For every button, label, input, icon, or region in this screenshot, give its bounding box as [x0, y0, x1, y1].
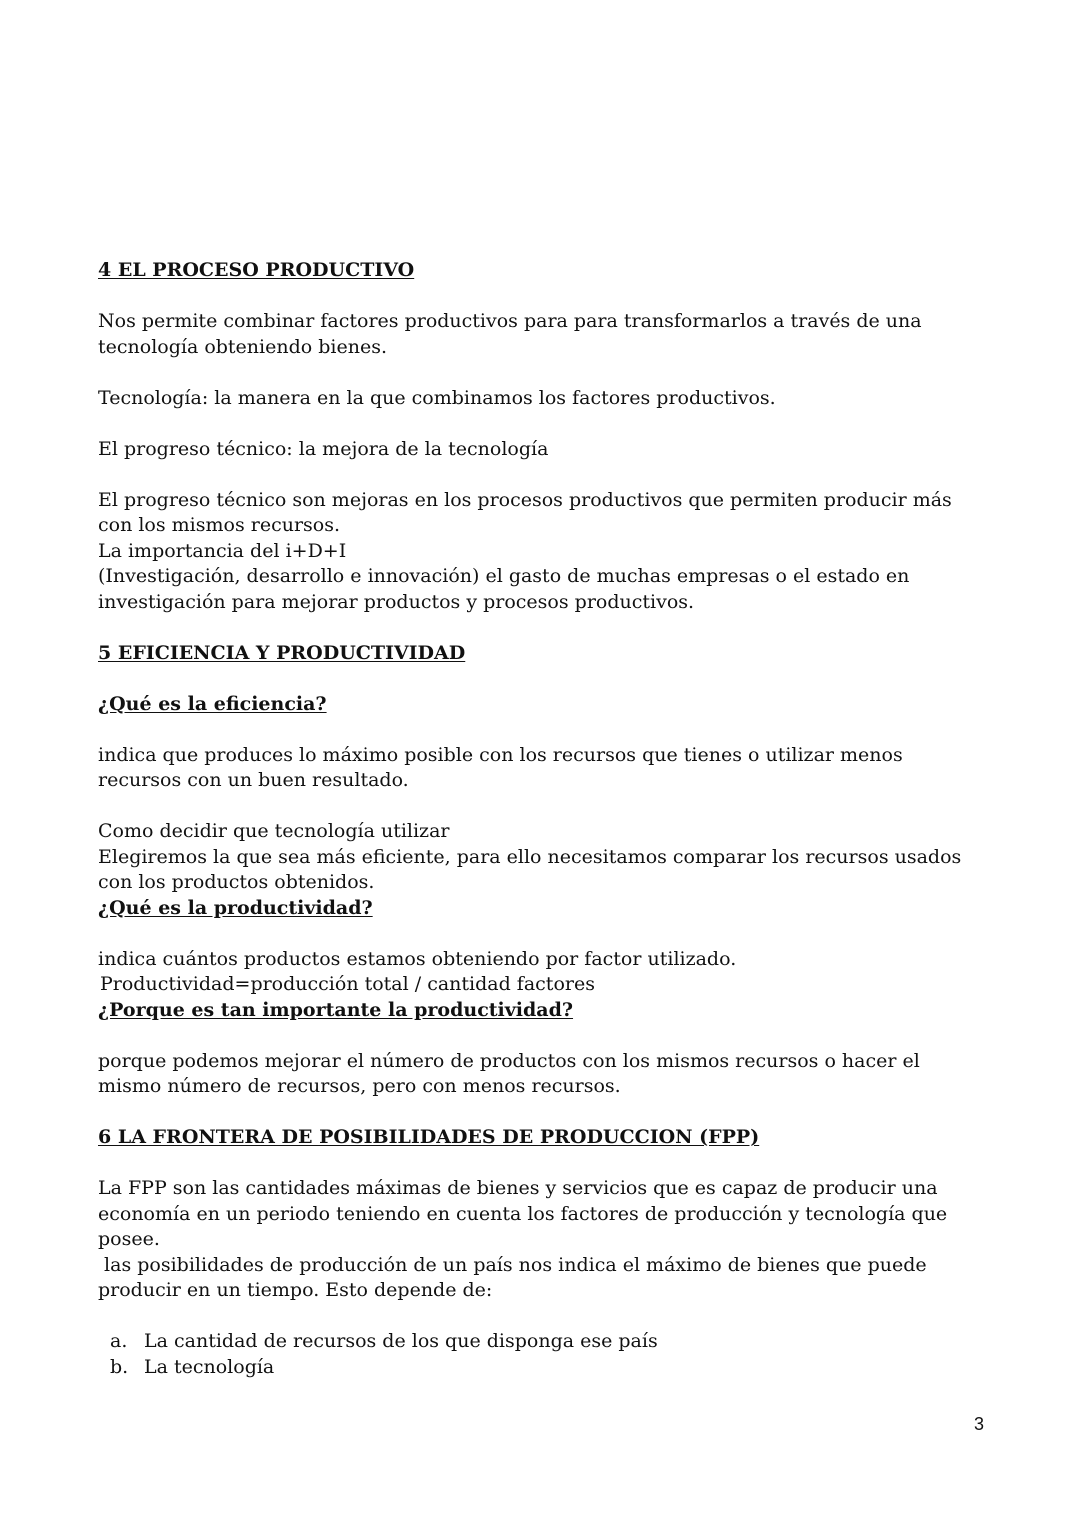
paragraph: las posibilidades de producción de un país nos indica el máximo de bienes que puede producir en un tiempo. Esto depende de: [98, 1253, 933, 1301]
list-marker: b. [110, 1355, 129, 1378]
section-heading-proceso: 4 EL PROCESO PRODUCTIVO [98, 259, 415, 281]
list-item [110, 1329, 988, 1355]
list-item-text: La cantidad de recursos de los que disponga ese país [144, 1330, 658, 1352]
paragraph: Elegiremos la que sea más eficiente, para ello necesitamos comparar los recursos usados con los productos obtenidos. [98, 845, 962, 893]
paragraph: El progreso técnico son mejoras en los procesos productivos que permiten producir más con los mismos recursos. [98, 488, 952, 536]
paragraph: La importancia del i+D+I [98, 539, 347, 562]
lettered-list [98, 1329, 988, 1380]
paragraph: indica cuántos productos estamos obteniendo por factor utilizado. [98, 947, 737, 970]
paragraph: Nos permite combinar factores productivos para para transformarlos a través de una tecnología obteniendo bienes. [98, 310, 922, 358]
paragraph: Tecnología: la manera en la que combinamos los factores productivos. [98, 386, 776, 409]
document-page [98, 258, 988, 1380]
paragraph: indica que produces lo máximo posible con los recursos que tienes o utilizar menos recursos con un buen resultado. [98, 743, 903, 791]
list-item [110, 1355, 988, 1381]
section-heading-eficiencia: 5 EFICIENCIA Y PRODUCTIVIDAD [98, 641, 466, 664]
page-number: 3 [973, 1414, 984, 1434]
list-marker: a. [110, 1330, 128, 1352]
formula-line: Productividad=producción total / cantidad factores [100, 973, 595, 995]
section-heading-fpp: 6 LA FRONTERA DE POSIBILIDADES DE PRODUCCION (FPP) [98, 1126, 760, 1148]
paragraph: Como decidir que tecnología utilizar [98, 820, 450, 842]
question-heading-importancia: ¿Porque es tan importante la productividad? [98, 998, 574, 1021]
paragraph: porque podemos mejorar el número de productos con los mismos recursos o hacer el mismo número de recursos, pero con menos recursos. [98, 1049, 920, 1097]
list-item-text: La tecnología [144, 1355, 275, 1378]
paragraph: El progreso técnico: la mejora de la tecnología [98, 437, 549, 460]
paragraph: La FPP son las cantidades máximas de bienes y servicios que es capaz de producir una economía en un periodo teniendo en cuenta los factores de producción y tecnología que posee. [98, 1177, 948, 1250]
question-heading-eficiencia: ¿Qué es la eficiencia? [98, 692, 327, 715]
question-heading-productividad: ¿Qué es la productividad? [98, 896, 373, 919]
paragraph: (Investigación, desarrollo e innovación) el gasto de muchas empresas o el estado en investigación para mejorar productos y procesos productivos. [98, 565, 910, 613]
